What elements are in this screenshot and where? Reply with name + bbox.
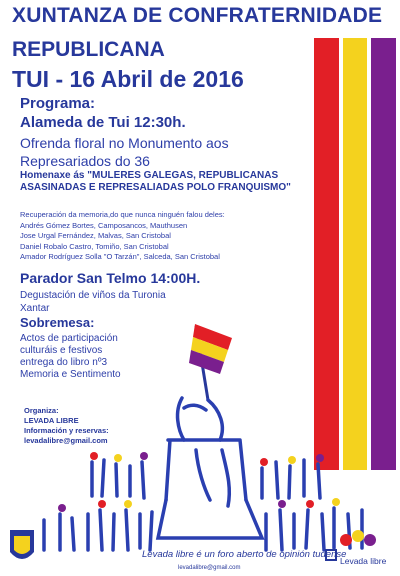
- footer-email[interactable]: levadalibre@gmail.com: [178, 565, 241, 571]
- organizer-label: Organiza:: [24, 406, 59, 415]
- actos-line: entrega do libro nº3: [20, 357, 108, 368]
- shield-logo-icon: [10, 530, 34, 559]
- memoria-block: [20, 210, 225, 263]
- organizer-name: LEVADA LIBRE: [24, 416, 79, 425]
- title-line-1: XUNTANZA DE CONFRATERNIDADE: [12, 4, 383, 27]
- program-heading: Programa:: [20, 95, 96, 112]
- degustacion-text: Degustación de viños da Turonia: [20, 290, 166, 301]
- alameda-time: Alameda de Tui 12:30h.: [20, 114, 186, 131]
- memoria-name: Amador Rodríguez Solla "O Tarzán", Salceda, San Cristobal: [20, 252, 220, 261]
- actos-line: Memoria e Sentimento: [20, 369, 121, 380]
- footer-slogan: Levada libre é un foro aberto de opinión tudense: [142, 549, 347, 560]
- memoria-name: Andrés Gómez Bortes, Camposancos, Mauthusen: [20, 220, 188, 230]
- memoria-name: Jose Urgal Fernández, Malvas, San Cristobal: [20, 231, 171, 240]
- event-date: TUI - 16 Abril de 2016: [12, 66, 244, 92]
- homenaxe-line-2: ASASINADAS E REPRESALIADAS POLO FRANQUISMO": [20, 182, 291, 193]
- memoria-intro: Recuperación da memoria,do que nunca ninguén falou deles:: [20, 210, 225, 219]
- ofrenda-line-1: Ofrenda floral no Monumento aos: [20, 135, 229, 151]
- ofrenda-line-2: Represariados do 36: [20, 153, 150, 169]
- republican-flag-icon: [189, 324, 232, 400]
- title-line-2: REPUBLICANA: [12, 38, 165, 61]
- homenaxe-text: [20, 170, 291, 194]
- xantar-text: Xantar: [20, 303, 50, 314]
- organizer-email[interactable]: levadalibre@gmail.com: [24, 436, 108, 445]
- monument-figure: [158, 398, 262, 538]
- sobremesa-heading: Sobremesa:: [20, 315, 95, 330]
- info-label: Información y reservas:: [24, 426, 109, 435]
- actos-line: culturáis e festivos: [20, 345, 103, 356]
- parador-time: Parador San Telmo 14:00H.: [20, 270, 201, 286]
- memoria-name: Daniel Robalo Castro, Tomiño, San Cristobal: [20, 241, 169, 251]
- homenaxe-line-1: Homenaxe ás "MULERES GALEGAS, REPUBLICANAS: [20, 170, 279, 181]
- levada-libre-logo-text: Levada libre: [340, 556, 387, 566]
- organizer-block: [24, 406, 109, 446]
- actos-line: Actos de participación: [20, 333, 118, 344]
- ofrenda-text: [20, 134, 229, 170]
